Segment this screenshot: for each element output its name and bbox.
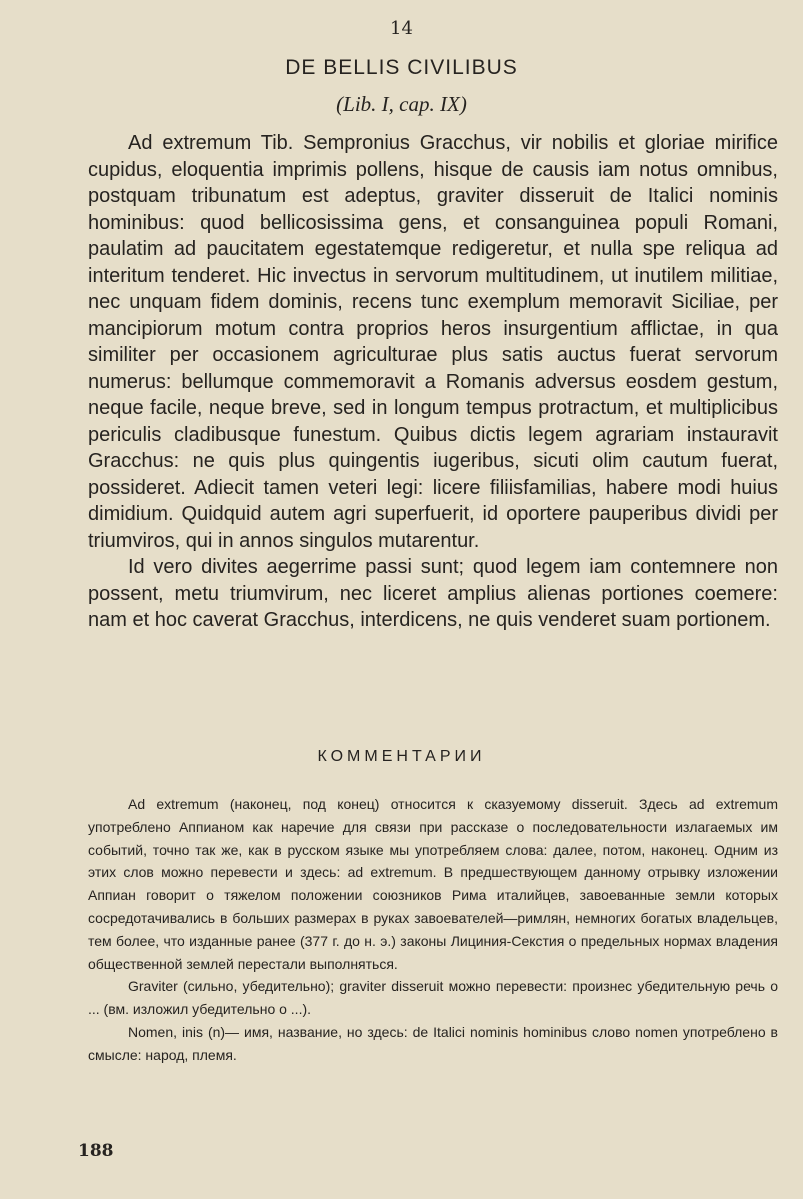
commentary-heading: КОММЕНТАРИИ bbox=[317, 748, 486, 765]
chapter-title: DE BELLIS CIVILIBUS bbox=[285, 56, 518, 79]
folio-number: 188 bbox=[78, 1141, 114, 1161]
commentary-paragraph: Nomen, inis (n)— имя, название, но здесь: de Italici nominis hominibus слово nomen употреблено в смысле: народ, племя. bbox=[88, 1023, 778, 1063]
commentary-paragraph: Graviter (сильно, убедительно); graviter disseruit можно перевести: произнес убедительную речь о ... (вм. изложил убедительно о ...). bbox=[88, 978, 778, 1018]
latin-paragraph: Ad extremum Tib. Sempronius Gracchus, vir nobilis et gloriae mirifice cupidus, eloquentia imprimis pollens, hisque de causis iam notus omnibus, postquam tribunatum est adeptus, graviter disseruit de Italici nominis hominibus: quod bellicosissima gens, et consanguinea populi Romani, paulatim ad paucitatem egestatemque redigeretur, et nulla spe reliqua ad interitum tenderet. Hic invectus in servorum multitudinem, ut inutilem militiae, nec unquam fidem dominis, recens tunc exemplum memoravit Siciliae, per mancipiorum motum contra proprios heros insurgentium afflictae, in qua similiter per occasionem agriculturae plus satis auctus fuerat servorum numerus: bellumque commemoravit a Romanis adversus eosdem gestum, neque facile, neque breve, sed in longum tempus protractum, et multiplicibus periculis cladibusque funestum. Quibus dictis legem agrariam instauravit Gracchus: ne quis plus quingentis iugeribus, sicuti olim cautum fuerat, possideret. Adiecit tamen veteri legi: licere filiisfamilias, habere modi huius dimidium. Quidquid autem agri superfuerit, id oportere pauperibus dividi per triumviros, qui in annos singulos mutarentur. bbox=[88, 132, 778, 552]
page-number: 14 bbox=[390, 18, 413, 39]
latin-paragraph: Id vero divites aegerrime passi sunt; quod legem iam contemnere non possent, metu triumvirum, nec liceret amplius alienas portiones coemere: nam et hoc caverat Gracchus, interdicens, ne quis venderet suam portionem. bbox=[88, 556, 778, 631]
commentary-text bbox=[88, 793, 778, 1067]
latin-text bbox=[88, 130, 778, 634]
chapter-subtitle: (Lib. I, cap. IX) bbox=[336, 92, 467, 116]
commentary-paragraph: Ad extremum (наконец, под конец) относится к сказуемому disseruit. Здесь ad extremum употреблено Аппианом как наречие для связи при рассказе о последовательности излагаемых им событий, точно так же, как в русском языке мы употребляем слова: далее, потом, наконец. Одним из этих слов можно перевести и здесь: ad extremum. В предшествующем данному отрывку изложении Аппиан говорит о тяжелом положении союзников Рима италийцев, завоеванные земли которых сосредотачивались в больших размерах в руках завоевателей—римлян, немногих богатых владельцев, тем более, что изданные ранее (377 г. до н. э.) законы Лициния-Секстия о предельных нормах владения общественной землей перестали выполняться. bbox=[88, 796, 778, 972]
